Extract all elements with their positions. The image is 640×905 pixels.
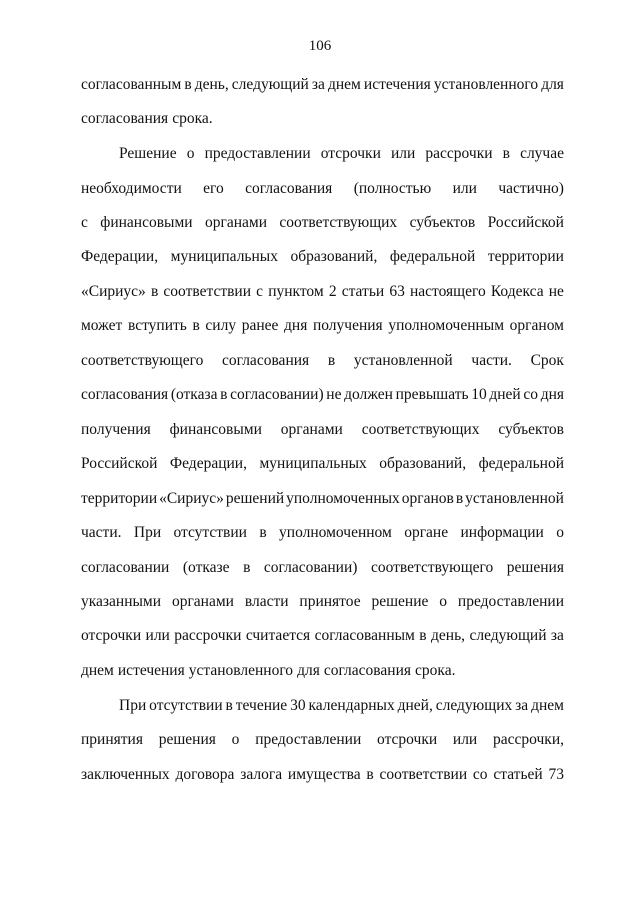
- word: дней,: [397, 697, 433, 714]
- word: дня: [540, 386, 564, 403]
- word: силу: [205, 317, 237, 334]
- text-line: [81, 452, 564, 476]
- word: отсрочки: [320, 145, 381, 162]
- word: следующий: [469, 627, 547, 644]
- text-line: [81, 590, 564, 614]
- word: статьи: [341, 283, 385, 300]
- word: согласования: [245, 180, 333, 197]
- word: уполномоченным: [388, 317, 505, 334]
- word: 10: [471, 386, 487, 403]
- word: за: [515, 697, 529, 714]
- word: согласовании): [263, 559, 358, 576]
- word: получения: [312, 317, 383, 334]
- word: решение: [371, 593, 429, 610]
- word: днем: [531, 697, 564, 714]
- word: или: [452, 731, 478, 748]
- word: согласовании: [81, 559, 170, 576]
- word: истечения: [363, 76, 431, 93]
- text-line: [81, 211, 564, 235]
- word: власти: [244, 593, 289, 610]
- word: согласования: [81, 110, 169, 127]
- word: отсутствии: [173, 524, 247, 541]
- text-line: [81, 245, 564, 269]
- word: в: [327, 352, 336, 369]
- word: принятое: [299, 593, 361, 610]
- word: образований,: [290, 248, 378, 265]
- word: органами: [280, 421, 343, 438]
- word: о: [231, 731, 240, 748]
- word: предоставлении: [204, 145, 311, 162]
- word: уполномоченном: [279, 524, 392, 541]
- word: соответствующих: [279, 214, 398, 231]
- word: в: [220, 386, 228, 403]
- word: части.: [81, 524, 122, 541]
- word: установленного: [433, 76, 539, 93]
- text-line: [81, 728, 564, 752]
- word: При: [119, 697, 147, 714]
- word: Кодекса: [490, 283, 544, 300]
- word: согласованным: [81, 76, 182, 93]
- word: образований,: [379, 455, 467, 472]
- word: случае: [520, 145, 564, 162]
- word: отсрочки: [81, 627, 142, 644]
- word: принятия: [81, 731, 143, 748]
- word: органе: [404, 524, 449, 541]
- word: считается: [245, 627, 311, 644]
- word: соответствующих: [361, 421, 480, 438]
- word: решений: [225, 490, 285, 507]
- word: части.: [471, 352, 512, 369]
- word: статьей: [493, 766, 543, 783]
- word: согласования: [323, 662, 412, 679]
- word: в: [243, 559, 251, 576]
- word: предоставлении: [255, 731, 362, 748]
- word: (отказе: [182, 559, 230, 576]
- word: соответствии: [379, 766, 468, 783]
- word: Решение: [119, 145, 177, 162]
- word: залога: [240, 766, 283, 783]
- text-line: [119, 142, 564, 166]
- word: рассрочки,: [493, 731, 564, 748]
- word: в: [419, 627, 427, 644]
- word: за: [550, 627, 564, 644]
- word: день,: [431, 627, 466, 644]
- text-line: [81, 349, 564, 373]
- word: необходимости: [81, 180, 182, 197]
- word: федеральной: [389, 248, 476, 265]
- word: может: [81, 317, 123, 334]
- text-line: [81, 73, 564, 97]
- word: федеральной: [478, 455, 564, 472]
- word: (полностью: [353, 180, 432, 197]
- text-line: [81, 280, 564, 304]
- word: в: [455, 490, 464, 507]
- word: установленного: [188, 662, 294, 679]
- word: предоставлении: [457, 593, 564, 610]
- word: Срок: [530, 352, 564, 369]
- word: Федерации,: [81, 248, 159, 265]
- word: соответствующего: [370, 559, 494, 576]
- word: о: [556, 524, 564, 541]
- text-line: [81, 521, 564, 545]
- word: его: [203, 180, 224, 197]
- text-line: [81, 659, 564, 683]
- word: вступить: [127, 317, 187, 334]
- word: настоящего: [409, 283, 486, 300]
- word: рассрочки: [425, 145, 493, 162]
- word: установленной: [465, 490, 564, 507]
- word: соответствующего: [81, 352, 204, 369]
- page-number: 106: [308, 38, 332, 54]
- word: договора: [175, 766, 235, 783]
- word: соответствии: [163, 283, 252, 300]
- word: со: [523, 386, 539, 403]
- word: согласовании): [230, 386, 324, 403]
- word: следующих: [435, 697, 513, 714]
- word: финансовыми: [169, 421, 262, 438]
- word: субъектов: [409, 214, 476, 231]
- text-line: [81, 107, 564, 131]
- word: с: [81, 214, 88, 231]
- word: или: [452, 180, 477, 197]
- word: органов: [401, 490, 454, 507]
- word: имущества: [287, 766, 361, 783]
- word: днем: [81, 662, 114, 679]
- word: или: [145, 627, 170, 644]
- word: превышать: [395, 386, 469, 403]
- word: отсутствии: [149, 697, 223, 714]
- word: следующий: [231, 76, 309, 93]
- text-line: [81, 418, 564, 442]
- word: не: [326, 386, 342, 403]
- word: в: [192, 317, 200, 334]
- word: согласования: [81, 386, 169, 403]
- word: для: [541, 76, 564, 93]
- word: муниципальных: [170, 248, 278, 265]
- word: (отказа: [170, 386, 218, 403]
- word: в: [184, 76, 192, 93]
- word: календарных: [308, 697, 395, 714]
- word: пунктом: [268, 283, 324, 300]
- word: органами: [171, 593, 234, 610]
- word: со: [472, 766, 488, 783]
- text-line: [81, 383, 564, 407]
- word: частично): [498, 180, 564, 197]
- word: заключенных: [81, 766, 170, 783]
- word: субъектов: [498, 421, 564, 438]
- word: за: [311, 76, 325, 93]
- word: «Сириус»: [81, 283, 146, 300]
- word: 2: [328, 283, 337, 300]
- word: получения: [81, 421, 151, 438]
- word: день,: [194, 76, 229, 93]
- word: или: [390, 145, 416, 162]
- word: дней: [489, 386, 521, 403]
- word: должен: [344, 386, 393, 403]
- word: 30: [290, 697, 306, 714]
- word: Российской: [81, 455, 158, 472]
- word: с: [256, 283, 264, 300]
- word: рассрочки: [174, 627, 242, 644]
- word: течение: [235, 697, 288, 714]
- text-line: [81, 624, 564, 648]
- word: о: [439, 593, 448, 610]
- word: установленной: [353, 352, 453, 369]
- word: о: [186, 145, 195, 162]
- word: финансовыми: [100, 214, 193, 231]
- word: не: [548, 283, 564, 300]
- text-line: [81, 556, 564, 580]
- word: муниципальных: [259, 455, 367, 472]
- text-line: [81, 177, 564, 201]
- word: указанными: [81, 593, 162, 610]
- word: «Сириус»: [159, 490, 224, 507]
- text-line: [81, 314, 564, 338]
- word: территории: [487, 248, 564, 265]
- text-line: [81, 763, 564, 787]
- word: решения: [158, 731, 216, 748]
- word: ранее: [241, 317, 279, 334]
- word: срока.: [172, 110, 213, 127]
- word: для: [297, 662, 320, 679]
- word: При: [133, 524, 162, 541]
- word: отсрочки: [377, 731, 438, 748]
- text-line: [81, 487, 564, 511]
- word: информации: [460, 524, 544, 541]
- word: в: [366, 766, 374, 783]
- word: согласованным: [314, 627, 415, 644]
- word: территории: [81, 490, 158, 507]
- word: Российской: [487, 214, 564, 231]
- text-line: [119, 694, 564, 718]
- word: органами: [204, 214, 267, 231]
- word: 73: [548, 766, 564, 783]
- word: органом: [509, 317, 564, 334]
- word: 63: [389, 283, 405, 300]
- word: в: [259, 524, 267, 541]
- word: днем: [327, 76, 361, 93]
- word: в: [225, 697, 233, 714]
- word: согласования: [222, 352, 310, 369]
- word: истечения: [117, 662, 185, 679]
- word: решения: [506, 559, 564, 576]
- word: дня: [284, 317, 308, 334]
- word: в: [502, 145, 510, 162]
- word: срока.: [415, 662, 456, 679]
- word: уполномоченных: [286, 490, 400, 507]
- word: в: [150, 283, 159, 300]
- word: Федерации,: [169, 455, 247, 472]
